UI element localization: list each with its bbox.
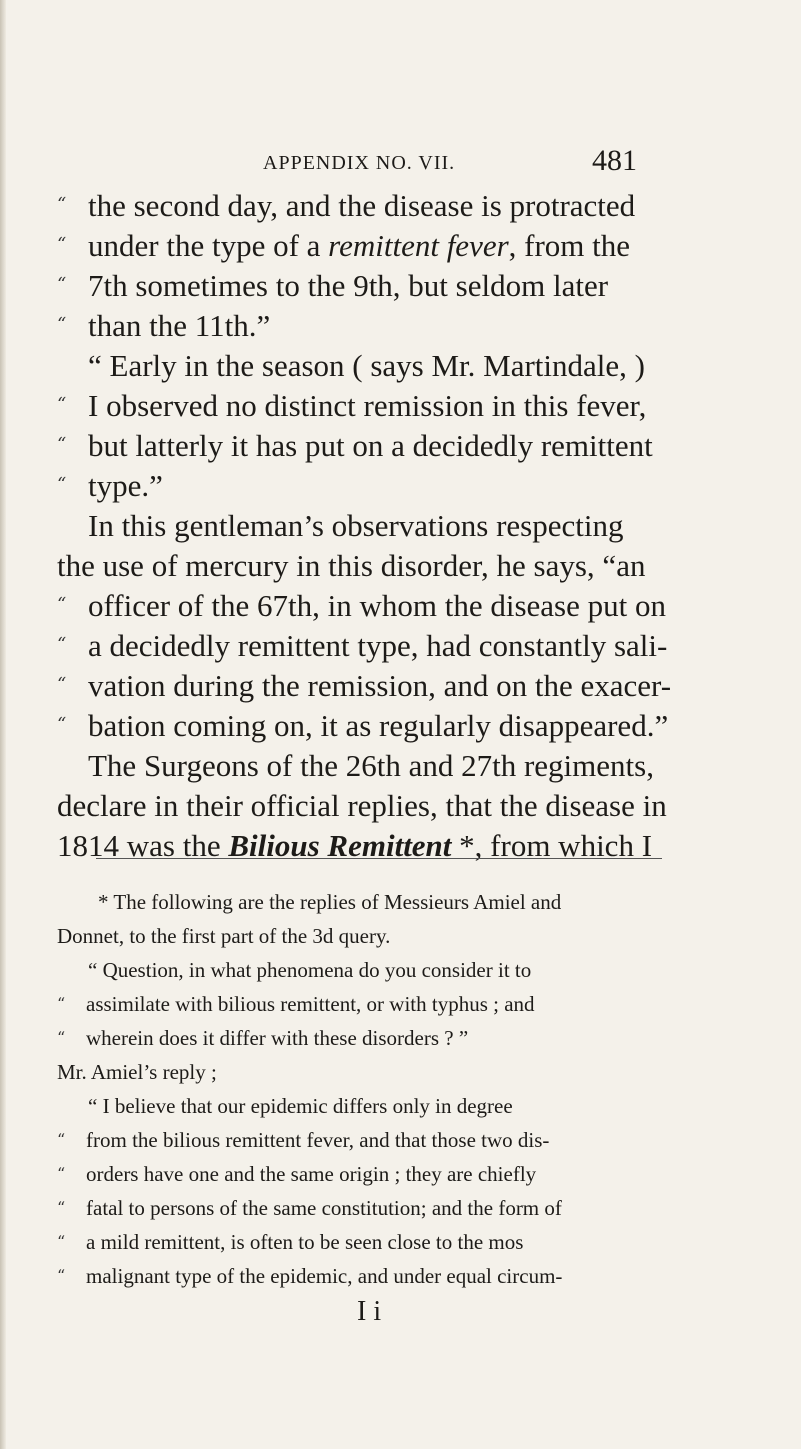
- footnote-line: orders have one and the same origin ; they are chiefly: [86, 1162, 537, 1186]
- quote-mark: “: [57, 594, 67, 615]
- body-line: bation coming on, it as regularly disappeared.”: [88, 708, 669, 743]
- footnote-line: * The following are the replies of Messieurs Amiel and: [98, 890, 562, 914]
- quote-mark: “: [57, 434, 67, 455]
- body-text-run: under the type of a: [88, 228, 329, 263]
- quote-mark: “: [57, 1164, 66, 1183]
- running-head: APPENDIX NO. VII.: [263, 152, 456, 174]
- quote-mark: “: [57, 234, 67, 255]
- quote-mark: “: [57, 394, 67, 415]
- footnote-line: fatal to persons of the same constitution; and the form of: [86, 1196, 562, 1220]
- body-line: [88, 228, 630, 264]
- quote-mark: “: [57, 474, 67, 495]
- body-line: In this gentleman’s observations respecting: [88, 508, 624, 543]
- bold-italic-term: Bilious Remittent: [228, 828, 452, 863]
- signature-mark: I i: [357, 1296, 382, 1327]
- body-line: I observed no distinct remission in this fever,: [88, 388, 647, 423]
- body-line: a decidedly remittent type, had constantly sali-: [88, 628, 668, 663]
- quote-mark: “: [57, 634, 67, 655]
- body-text-run: , from the: [508, 228, 631, 263]
- quote-mark: “: [57, 1266, 66, 1285]
- quote-mark: “: [57, 314, 67, 335]
- footnote-line: from the bilious remittent fever, and that those two dis-: [86, 1128, 550, 1152]
- body-line: but latterly it has put on a decidedly remittent: [88, 428, 653, 463]
- quote-mark: “: [57, 194, 67, 215]
- body-line: the use of mercury in this disorder, he says, “an: [57, 548, 646, 583]
- footnote-line: a mild remittent, is often to be seen close to the mos: [86, 1230, 524, 1254]
- body-line: 7th sometimes to the 9th, but seldom later: [88, 268, 609, 303]
- body-text-run: *, from which I: [451, 828, 653, 863]
- body-line: type.”: [88, 468, 163, 503]
- page-number: 481: [592, 144, 637, 177]
- italic-term: remittent fever: [328, 228, 509, 263]
- quote-mark: “: [57, 1198, 66, 1217]
- body-line: The Surgeons of the 26th and 27th regiments,: [88, 748, 654, 783]
- footnote-line: Donnet, to the first part of the 3d query.: [57, 924, 391, 948]
- quote-mark: “: [57, 274, 67, 295]
- body-text-run: 1814 was the: [57, 828, 229, 863]
- footnote-line: assimilate with bilious remittent, or with typhus ; and: [86, 992, 535, 1016]
- body-line: declare in their official replies, that the disease in: [57, 788, 667, 823]
- quote-mark: “: [57, 1232, 66, 1251]
- body-line: officer of the 67th, in whom the disease put on: [88, 588, 666, 623]
- footnote-line: Mr. Amiel’s reply ;: [57, 1060, 217, 1084]
- body-line: the second day, and the disease is protracted: [88, 188, 636, 223]
- page-edge-shadow: [0, 0, 6, 1449]
- quote-mark: “: [57, 994, 66, 1013]
- quote-mark: “: [57, 674, 67, 695]
- footnote-divider: [96, 858, 662, 859]
- footnote-line: “ Question, in what phenomena do you consider it to: [88, 958, 532, 982]
- footnote-line: “ I believe that our epidemic differs only in degree: [88, 1094, 513, 1118]
- footnote-line: wherein does it differ with these disorders ? ”: [86, 1026, 469, 1050]
- quote-mark: “: [57, 714, 67, 735]
- page-header: [0, 144, 801, 184]
- body-line: than the 11th.”: [88, 308, 271, 343]
- body-line: vation during the remission, and on the exacer-: [88, 668, 672, 703]
- footnote-line: malignant type of the epidemic, and under equal circum-: [86, 1264, 563, 1288]
- quote-mark: “: [57, 1028, 66, 1047]
- quote-mark: “: [57, 1130, 66, 1149]
- body-line: “ Early in the season ( says Mr. Martindale, ): [88, 348, 645, 383]
